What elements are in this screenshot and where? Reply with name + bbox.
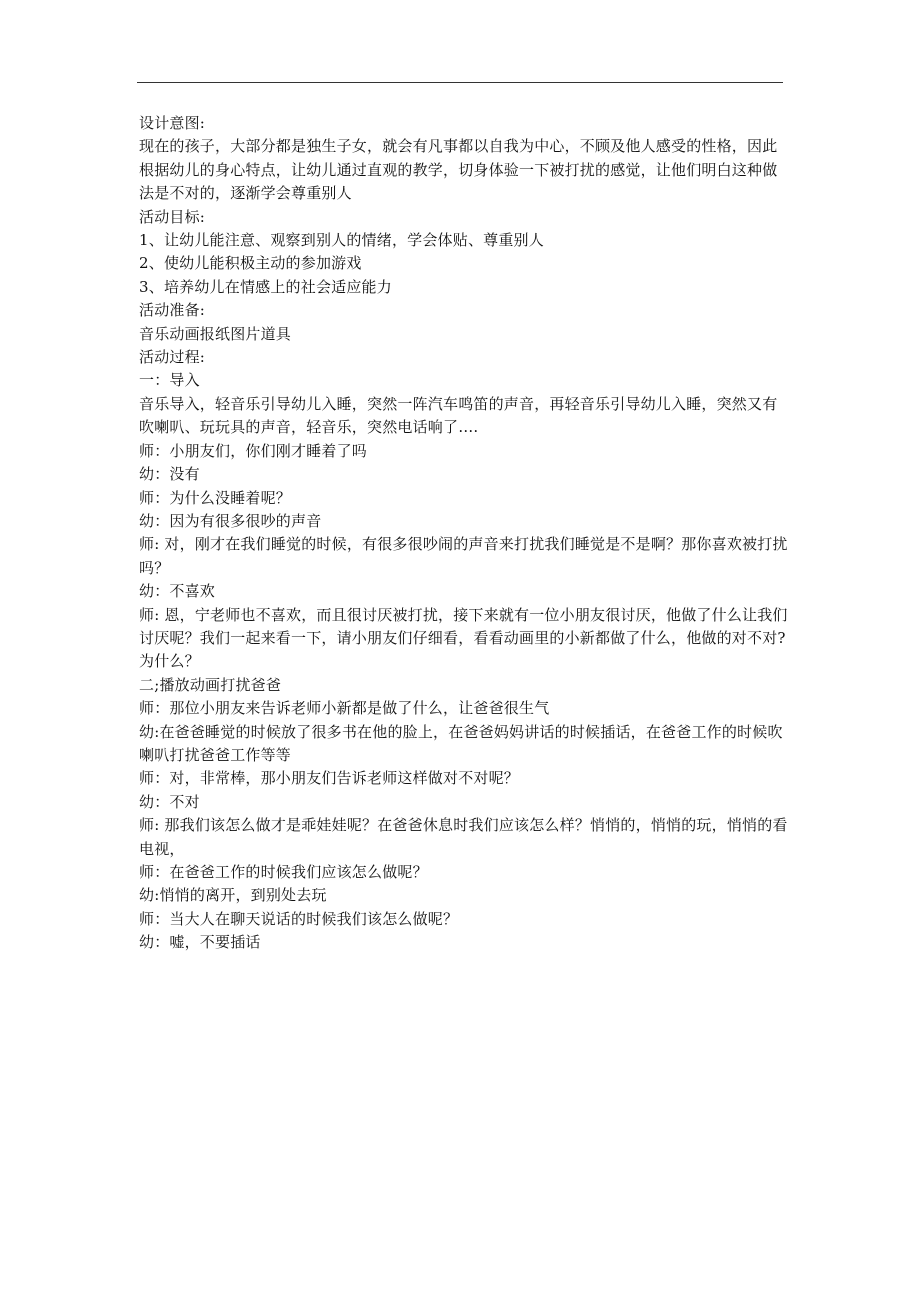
dialogue-line: 师: 那我们该怎么做才是乖娃娃呢？在爸爸休息时我们应该怎么样？悄悄的，悄悄的玩，悄悄的看电视， (139, 816, 788, 858)
step-heading-animation: 二;播放动画打扰爸爸 (139, 675, 282, 694)
dialogue-line: 师：为什么没睡着呢？ (139, 488, 292, 507)
goal-item-3: 3、培养幼儿在情感上的社会适应能力 (139, 277, 392, 296)
section-heading-goals: 活动目标: (139, 207, 206, 226)
dialogue-line: 师：那位小朋友来告诉老师小新都是做了什么，让爸爸很生气 (139, 699, 550, 718)
section-heading-preparation: 活动准备: (139, 301, 206, 320)
header-rule (137, 82, 783, 83)
section-heading-process: 活动过程: (139, 348, 206, 367)
dialogue-line: 幼：因为有很多很吵的声音 (139, 511, 322, 530)
dialogue-line: 师: 对，刚才在我们睡觉的时候，有很多很吵闹的声音来打扰我们睡觉是不是啊？那你喜欢被打扰吗？ (139, 535, 788, 577)
paragraph-design-intent: 现在的孩子，大部分都是独生子女，就会有凡事都以自我为中心，不顾及他人感受的性格，因此根据幼儿的身心特点，让幼儿通过直观的教学，切身体验一下被打扰的感觉，让他们明白这种做法是不对的，逐渐学会尊重别人 (139, 137, 778, 203)
dialogue-line: 师: 恩，宁老师也不喜欢，而且很讨厌被打扰，接下来就有一位小朋友很讨厌，他做了什么让我们讨厌呢？我们一起来看一下，请小朋友们仔细看，看看动画里的小新都做了什么，他做的对不对?为什么？ (139, 605, 788, 671)
dialogue-line: 幼：不对 (139, 792, 200, 811)
step-heading-intro: 一：导入 (139, 371, 200, 390)
document-body (139, 112, 789, 955)
dialogue-line: 幼：嘘，不要插话 (139, 933, 261, 952)
paragraph-intro: 音乐导入，轻音乐引导幼儿入睡，突然一阵汽车鸣笛的声音，再轻音乐引导幼儿入睡，突然又有吹喇叭、玩玩具的声音，轻音乐，突然电话响了…. (139, 394, 778, 437)
dialogue-line: 师：当大人在聊天说话的时候我们该怎么做呢？ (139, 909, 459, 928)
dialogue-line: 师：在爸爸工作的时候我们应该怎么做呢？ (139, 863, 428, 881)
dialogue-line: 幼：不喜欢 (139, 582, 216, 601)
dialogue-line: 师：对，非常棒，那小朋友们告诉老师这样做对不对呢？ (139, 769, 520, 788)
dialogue-line: 幼：没有 (139, 465, 200, 484)
section-heading-design-intent: 设计意图: (139, 114, 206, 132)
dialogue-line: 幼:悄悄的离开，到别处去玩 (139, 886, 327, 905)
goal-item-1: 1、让幼儿能注意、观察到别人的情绪，学会体贴、尊重别人 (139, 231, 544, 250)
preparation-text: 音乐动画报纸图片道具 (139, 324, 292, 343)
goal-item-2: 2、使幼儿能积极主动的参加游戏 (139, 254, 362, 273)
dialogue-line: 幼:在爸爸睡觉的时候放了很多书在他的脸上，在爸爸妈妈讲话的时候插话，在爸爸工作的时候吹喇叭打扰爸爸工作等等 (139, 722, 783, 764)
dialogue-line: 师：小朋友们，你们刚才睡着了吗 (139, 441, 368, 460)
